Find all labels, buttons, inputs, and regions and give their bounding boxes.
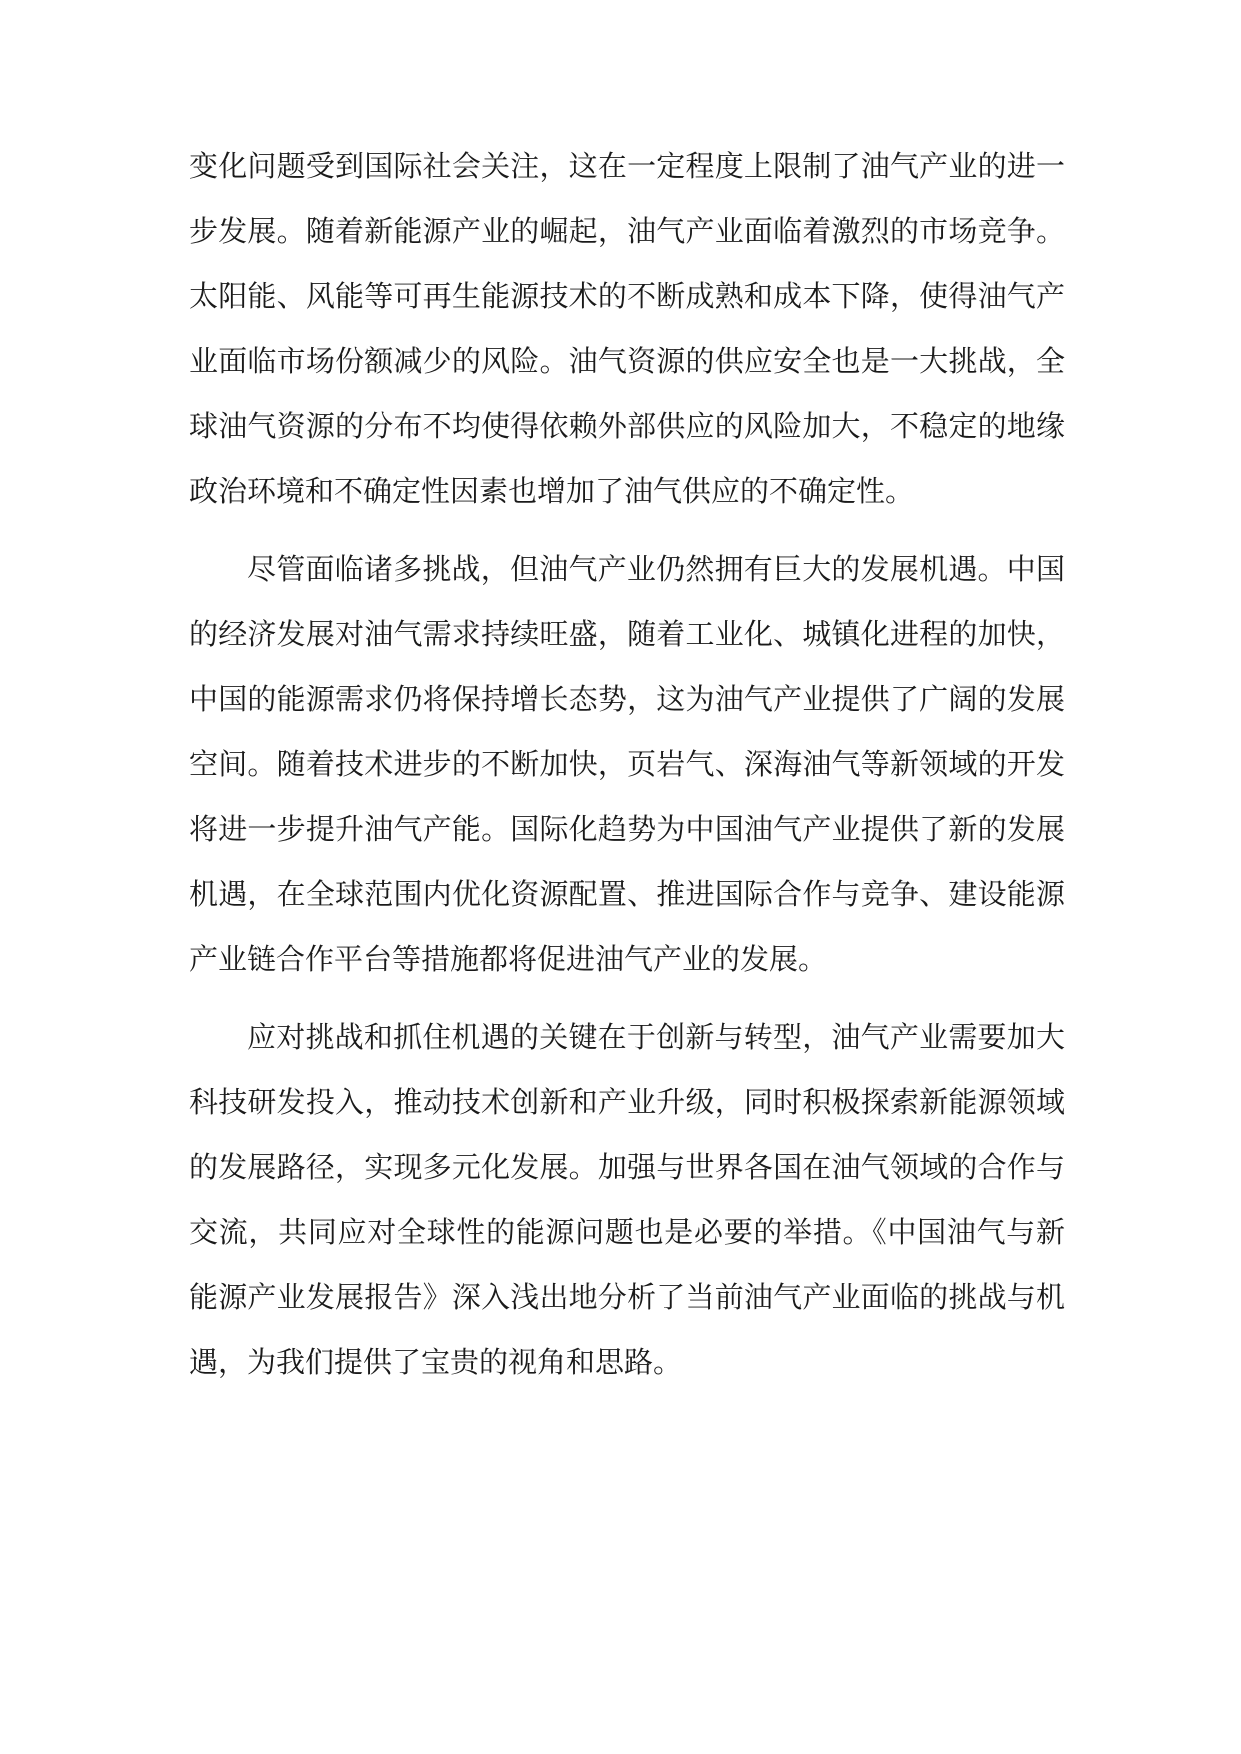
text-line: 遇，为我们提供了宝贵的视角和思路。	[189, 1345, 683, 1379]
text-line: 机遇，在全球范围内优化资源配置、推进国际合作与竞争、建设能源	[189, 877, 1065, 911]
text-line: 产业链合作平台等措施都将促进油气产业的发展。	[189, 942, 828, 976]
paragraph-opportunities	[189, 537, 1065, 992]
text-line: 步发展。随着新能源产业的崛起，油气产业面临着激烈的市场竞争。	[189, 214, 1065, 248]
text-line: 空间。随着技术进步的不断加快，页岩气、深海油气等新领域的开发	[189, 747, 1065, 781]
text-line: 尽管面临诸多挑战，但油气产业仍然拥有巨大的发展机遇。中国	[247, 552, 1065, 586]
text-line: 的经济发展对油气需求持续旺盛，随着工业化、城镇化进程的加快，	[189, 617, 1065, 651]
paragraph-innovation	[189, 1005, 1065, 1395]
text-line: 的发展路径，实现多元化发展。加强与世界各国在油气领域的合作与	[189, 1150, 1065, 1184]
text-line: 太阳能、风能等可再生能源技术的不断成熟和成本下降，使得油气产	[189, 279, 1065, 313]
paragraph-challenges	[189, 134, 1065, 524]
paragraph-spacer	[189, 992, 1065, 1005]
text-line: 变化问题受到国际社会关注，这在一定程度上限制了油气产业的进一	[189, 149, 1065, 183]
text-line: 交流，共同应对全球性的能源问题也是必要的举措。《中国油气与新	[189, 1215, 1065, 1249]
text-line: 中国的能源需求仍将保持增长态势，这为油气产业提供了广阔的发展	[189, 682, 1065, 716]
text-line: 球油气资源的分布不均使得依赖外部供应的风险加大，不稳定的地缘	[189, 409, 1065, 443]
text-line: 科技研发投入，推动技术创新和产业升级，同时积极探索新能源领域	[189, 1085, 1065, 1119]
text-line: 能源产业发展报告》深入浅出地分析了当前油气产业面临的挑战与机	[189, 1280, 1065, 1314]
paragraph-spacer	[189, 524, 1065, 537]
text-line: 将进一步提升油气产能。国际化趋势为中国油气产业提供了新的发展	[189, 812, 1065, 846]
text-line: 政治环境和不确定性因素也增加了油气供应的不确定性。	[189, 474, 915, 508]
text-line: 应对挑战和抓住机遇的关键在于创新与转型，油气产业需要加大	[247, 1020, 1065, 1054]
text-line: 业面临市场份额减少的风险。油气资源的供应安全也是一大挑战，全	[189, 344, 1065, 378]
document-body	[189, 134, 1065, 1395]
